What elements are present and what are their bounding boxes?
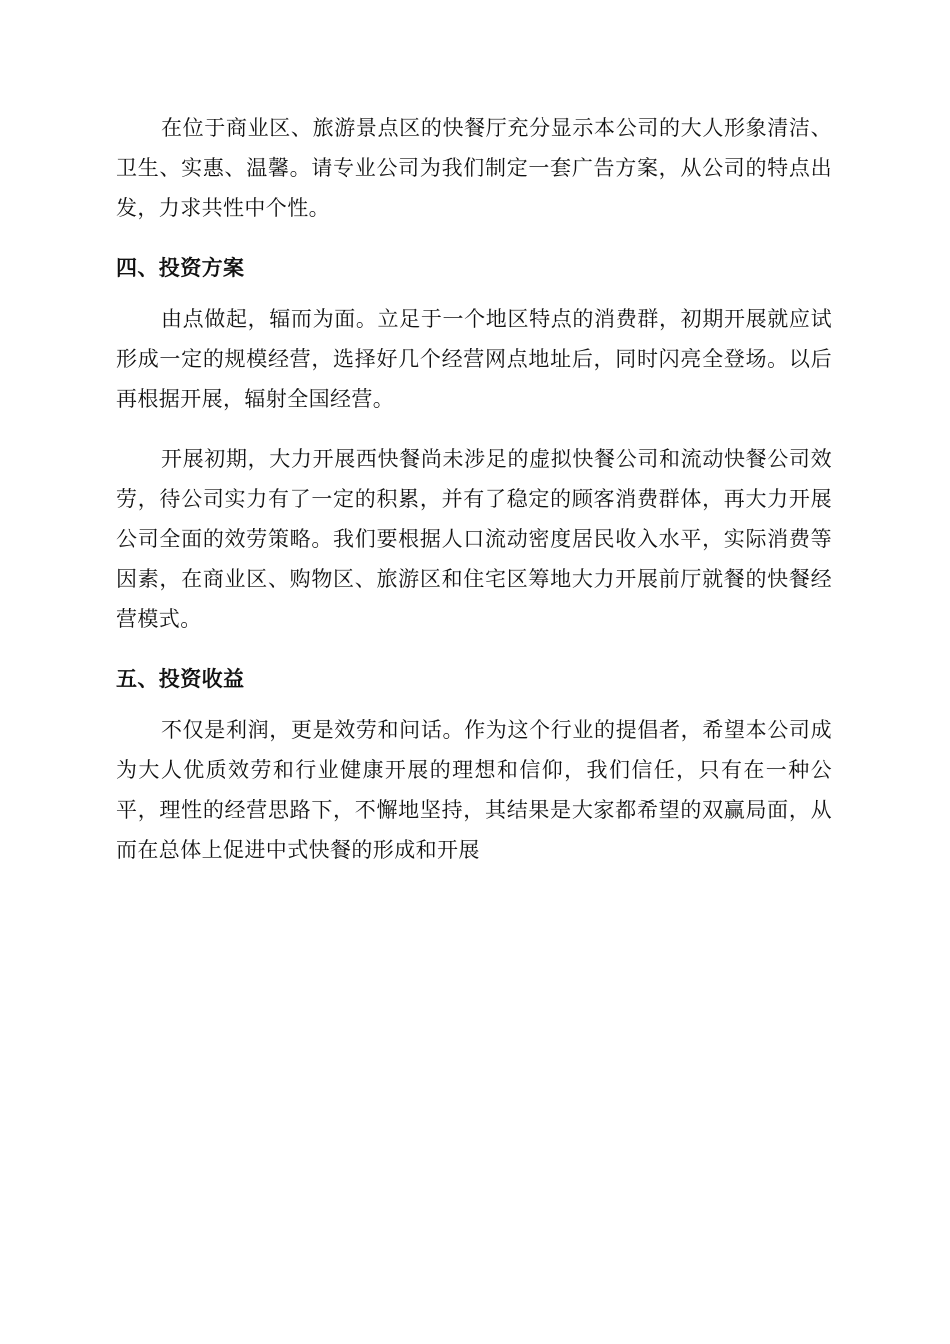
document-body bbox=[116, 108, 832, 890]
paragraph-advertising-plan: 在位于商业区、旅游景点区的快餐厅充分显示本公司的大人形象清洁、卫生、实惠、温馨。请专业公司为我们制定一套广告方案，从公司的特点出发，力求共性中个性。 bbox=[116, 116, 832, 220]
heading-investment-plan: 四、投资方案 bbox=[116, 256, 245, 280]
heading-investment-returns: 五、投资收益 bbox=[116, 667, 245, 691]
paragraph-initial-development: 开展初期，大力开展西快餐尚未涉足的虚拟快餐公司和流动快餐公司效劳，待公司实力有了一定的积累，并有了稳定的顾客消费群体，再大力开展公司全面的效劳策略。我们要根据人口流动密度居民收入水平，实际消费等因素，在商业区、购物区、旅游区和住宅区筹地大力开展前厅就餐的快餐经营模式。 bbox=[116, 447, 832, 631]
paragraph-investment-strategy: 由点做起，辐而为面。立足于一个地区特点的消费群，初期开展就应试形成一定的规模经营，选择好几个经营网点地址后，同时闪亮全登场。以后再根据开展，辐射全国经营。 bbox=[116, 307, 832, 411]
paragraph-returns-description: 不仅是利润，更是效劳和问话。作为这个行业的提倡者，希望本公司成为大人优质效劳和行业健康开展的理想和信仰，我们信任，只有在一种公平，理性的经营思路下，不懈地坚持，其结果是大家都希望的双赢局面，从而在总体上促进中式快餐的形成和开展 bbox=[116, 718, 832, 862]
